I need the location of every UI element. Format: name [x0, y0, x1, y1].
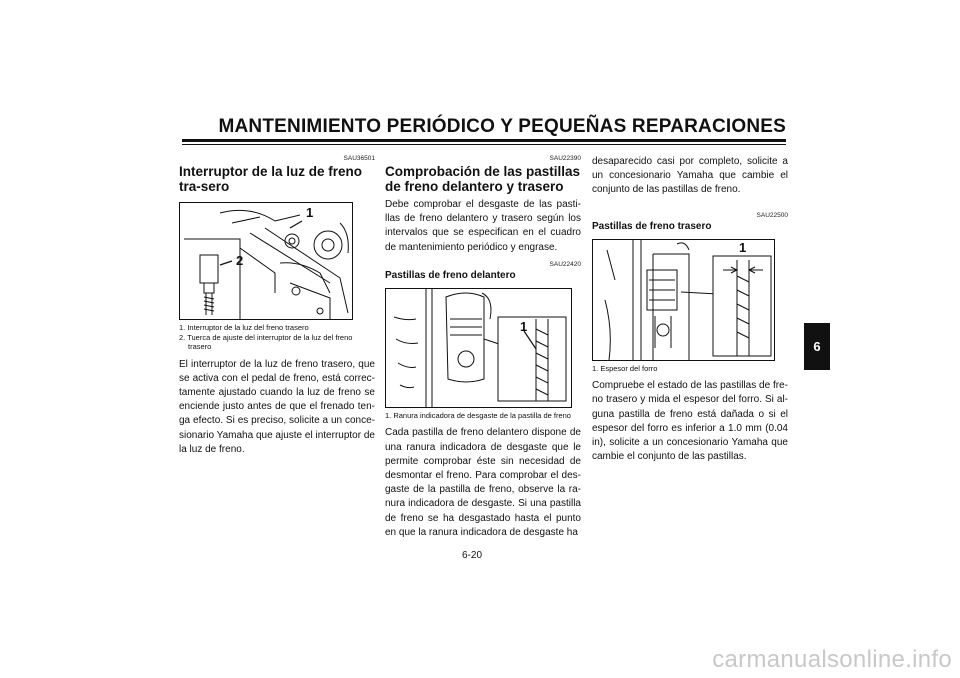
subsection-code: SAU22420 — [549, 260, 581, 268]
intro-text: Debe comprobar el desgaste de las pasti-llas de freno delantero y trasero según los intervalos que se especifican en el cuadro de mantenimiento periódico y engrase. — [385, 199, 581, 253]
subsection-code: SAU22500 — [756, 211, 788, 219]
continuation-text: desaparecido casi por completo, solicite a un concesionario Yamaha que cambie el conjunto de las pastillas de freno. — [592, 156, 788, 196]
page-number: 6-20 — [462, 550, 483, 561]
body-text: El interruptor de la luz de freno trasero, que se activa con el pedal de freno, está correc-tamente ajustado cuando la luz de freno se enciende justo antes de que el frenado ten-ga efecto. Si es preciso, solicite a un conce-sionario Yamaha que ajuste el interruptor de la luz de freno. — [179, 358, 375, 455]
figure-label-1: 1 — [306, 205, 314, 220]
column-right — [592, 155, 788, 470]
brake-light-switch-figure — [179, 202, 353, 320]
figure-caption — [179, 323, 375, 352]
title-rule-thin — [182, 144, 786, 145]
section-code: SAU36501 — [343, 155, 375, 162]
subsection-heading: Pastillas de freno trasero — [592, 220, 712, 232]
figure-label-1: 1 — [520, 318, 528, 334]
figure-caption — [385, 411, 581, 421]
section-heading: Comprobación de las pastillas de freno delantero y trasero — [385, 164, 581, 194]
body-text: Compruebe el estado de las pastillas de fre-no trasero y mida el espesor del forro. Si al-guna pastilla de freno está dañada o si el espesor del forro es inferior a 1.0 mm (0.04 in), solicite a un concesionario Yamaha que cambie el conjunto de las pastillas. — [592, 380, 788, 463]
watermark: carmanualsonline.info — [712, 646, 952, 673]
subsection-heading: Pastillas de freno delantero — [385, 269, 516, 281]
section-code: SAU22390 — [549, 155, 581, 162]
rear-brake-pad-figure — [592, 239, 775, 361]
column-left — [179, 155, 375, 463]
title-rule — [182, 139, 786, 142]
figure-label-1: 1 — [739, 239, 747, 255]
caption-item: 1. Interruptor de la luz del freno trasero — [179, 323, 309, 332]
body-text: Cada pastilla de freno delantero dispone de una ranura indicadora de desgaste que le permite comprobar éste sin necesidad de desmontar el freno. Para comprobar el des-gaste de la pastilla de freno, observe la ra-nura indicadora de desgaste. Si una pastilla de freno se ha desgastado hasta el punto en que la ranura indicadora de desgaste ha — [385, 427, 581, 538]
chapter-tab: 6 — [804, 323, 830, 370]
brake-switch-illustration — [180, 203, 352, 319]
column-middle — [385, 155, 581, 546]
front-brake-pad-figure — [385, 288, 572, 408]
figure-label-2: 2 — [236, 253, 244, 268]
figure-caption — [592, 364, 788, 374]
caption-item: 1. Ranura indicadora de desgaste de la pastilla de freno — [385, 410, 571, 420]
caption-item: 2. Tuerca de ajuste del interruptor de la luz del freno trasero — [179, 332, 353, 351]
section-heading: Interruptor de la luz de freno tra-sero — [179, 164, 363, 194]
page-title: MANTENIMIENTO PERIÓDICO Y PEQUEÑAS REPARACIONES — [218, 116, 786, 137]
rear-brake-illustration — [593, 240, 774, 360]
front-brake-illustration — [386, 289, 571, 407]
caption-item: 1. Espesor del forro — [592, 363, 658, 373]
